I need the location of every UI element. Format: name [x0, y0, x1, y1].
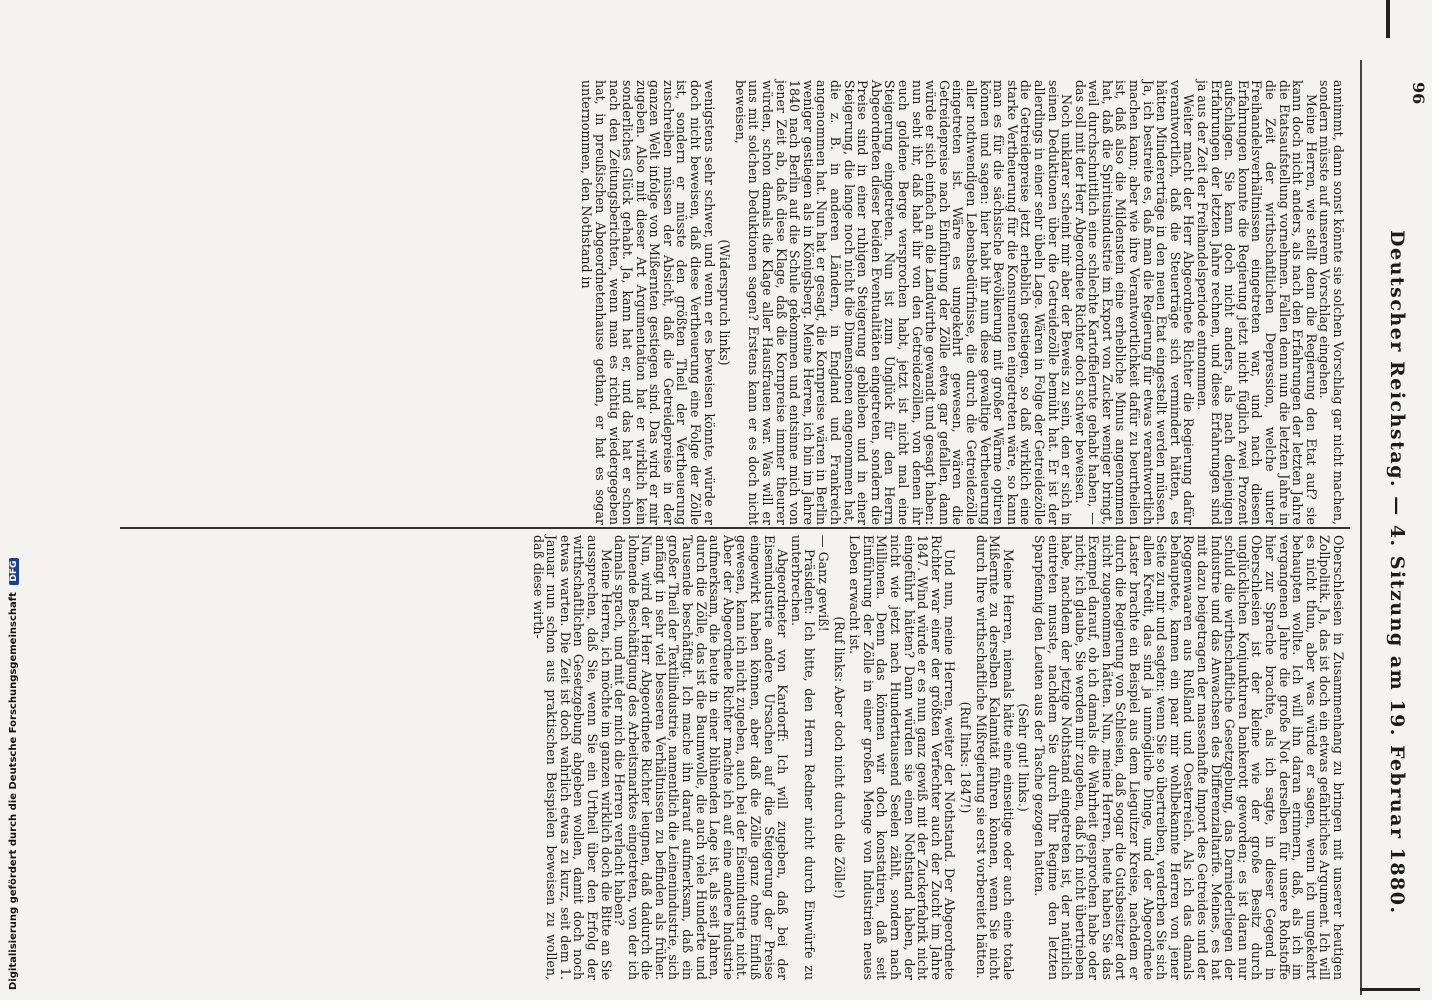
- right-paragraph: Meine Herren, ich möchte im ganzen wirklich doch die Bitte an Sie aussprechen, daß Sie, wenn Sie ein Urtheil über den Erfolg der wirthschaftlichen Gesetzgebung abgeben wollen, damit doch noch etwas warten. Die Zeit ist doch wahrlich etwas zu kurz, seit dem 1. Januar nun schon aus praktischen Beispielen beweisen zu wollen, daß diese wirth-: [530, 535, 614, 980]
- left-column: [115, 80, 1345, 525]
- left-paragraph: Weiter macht der Herr Abgeordnete Richter die Regierung dafür verantwortlich, daß die Steuerträge sich vermindert hätten, es hätten Mindererträge in den neuen Etat eingestellt werden müssen. Ja, ich bestreite es, daß man die Regierung für etwas verantwortlich machen kann; aber wie ihre Verantwortlichkeit dafür zu beurtheilen ist, daß also die Mildenstein eine erhebliche Minus angenommen hat, daß die Spiritusindustrie im Export von Zucker weniger bringt, weil durchschnittlich eine schlechte Kartoffelernte gehabt haben, — das soll mit der Herr Abgeordnete Richter doch schwer beweisen.: [1072, 80, 1197, 525]
- left-paragraph: annimmt, dann sonst könnte sie solchen Vorschlag gar nicht machen, sondern müsste auf unserem Vorschlag eingehen.: [1317, 80, 1346, 525]
- right-paragraph: Abgeordneter von Kardorff: Ich will zugeben, daß bei der Eisenindustrie andere Ursachen auf die Steigerung der Preise eingewirkt haben können, aber daß die Zölle ganz ohne Einfluß gewesen, kann ich nicht zugeben, auch bei der Eisenindustrie nicht. Aber der Abgeordnete Richter machte ich auf eine andere Industrie aufmerksam, die heute in einer blühenden Lage ist, als seit Jahren, durch die Zölle, das ist die Baumwolle, die auch viele Hunderte und Tausende beschäftigt. Ich mache ihn darauf aufmerksam, daß ein großer Theil der Textilindustrie, namentlich die Leinenindustrie, sich anfängt in sehr viel besseren Verhältnissen zu befinden als früher. Nun, wird der Herr Abgeordnete Richter leugnen, daß dadurch die lohnende Beschäftigung des Arbeitsmarktes eingetreten, von der ich damals sprach, und mit der mich die Herren verlacht haben?: [612, 535, 791, 980]
- header-rule: [1360, 60, 1362, 995]
- digitalisation-text: Digitalisierung gefördert durch die Deutsche Forschungsgemeinschaft: [8, 592, 19, 990]
- page-number: 96: [1409, 82, 1428, 105]
- right-column: [115, 535, 1345, 980]
- digitalisation-credit: [8, 558, 19, 990]
- right-paragraph: Meine Herren, niemals hätte eine einseitige oder auch eine totale Mißernte zu derselben Kalamität führen können, wenn Sie nicht durch Ihre wirthschaftliche Mißregierung sie erst vorbereitet hätten.: [973, 535, 1016, 980]
- left-paragraph: Meine Herren, wie stellt denn die Regierung den Etat auf? sie kann doch nicht anders, als nach den Erfahrungen der letzten Jahre die Etatsaufstellung vornehmen. Fallen denn nun die letzten Jahre in die Zeit der wirthschaftlichen Depression, welche unter Freihandelsverhältnissen eingetreten war, und nach diesen Erfahrungen konnte die Regierung jetzt nicht füglich zwei Prozent aufschlagen. Sie kann doch nicht anders, als nach denjenigen Erfahrungen der letzten Jahre rechnen, und diese Erfahrungen sind ja aus der Zeit der Freihandelsperiode entnommen.: [1195, 80, 1319, 525]
- right-paragraph: Und nun, meine Herren, weiter der Nothstand. Der Abgeordnete Richter war einer der größten Verfechter auch der Zucht im Jahre 1847. Wind würde er es nun ganz gewiß mit der Zuckerfabrik nicht eingeführt hätten? Dann würden sie einen Nothstand haben, der nicht wie jetzt nach Hunderttausend Seelen zählt, sondern nach Millionen. Denn das können wir doch konstatiren, daß seit Einführung der Zölle in einer großen Menge von Industrien neues Leben erwacht ist.: [847, 535, 958, 980]
- scan-edge-mark: [1386, 0, 1390, 38]
- right-paragraph: Präsident: Ich bitte, den Herrn Redner nicht durch Einwürfe zu unterbrechen.: [788, 535, 818, 980]
- right-paragraph: — Ganz gewiß!: [816, 535, 832, 632]
- left-paragraph-tail: wenigstens sehr schwer, und wenn er es beweisen könnte, würde er doch nicht beweisen, daß diese Vertheuerung eine Folge der Zölle ist, sondern er müsste den größten Theil der Vertheuerung zuschreiben müssen der Absicht, daß die Getreidepreise in der ganzen Welt infolge von Mißernten gestiegen sind. Das wird er mir zugeben. Also mit dieser Art Argumentation hat er wirklich kein sonderliches Glück gehabt. Ja, kann hat er, und das hat er schon nach den Zeitungsberichten, wenn man es richtig wiedergegeben hat, in preußischen Abgeordnetenhause gethan, er hat es sogar unternommen, den Nothstand in: [579, 80, 717, 525]
- right-aside: (Ruf links: Aber doch nicht durch die Zölle!): [831, 616, 847, 899]
- right-aside: (Ruf links: 1847!): [957, 701, 973, 814]
- scan-edge-mark: [1360, 988, 1420, 991]
- right-paragraph: Oberschlesien in Zusammenhang zu bringen mit unserer heutigen Zollpolitik. Ja, das ist doch ein etwas gefährliches Argument. Ich will es nicht thun, aber was würde er sagen, wenn ich umgekehrt behaupten wollte. Ich will ihn daran erinnern, daß, als ich im vergangenen Jahre die große Not derselben für unsere Rohstoffe hier zur Sprache brachte, als ich sagte, in dieser Gegend in Oberschlesien ist der kleine wie der große Besitz durch unglücklichen Konjunkturen bankerott geworden; es ist daran nur schuld die wirthschaftliche Gesetzgebung, das Darniederliegen der Industrie und das Anwachsen des Differenzialtarife. Meines, es hat mit dazu beigetragen der massenhafte Import des Getreides und der Roggenwaaren aus Rußland und Oesterreich. Als ich das damals behauptete, kamen ein paar mir wohlbekannte Herren von jener Seite zu mir und sagten: wenn Sie so übertreiben, verderben Sie sich allen Kredit, das sind ja unmögliche Dinge, und der Abgeordnete Laster brachte ein Beispiel aus dem Lieguitzer Kreise, nachdem er durch die Regierung von Schlesien, daß sogar die Gutsbesitzer dort nicht zugenommen hätten. Nun, meine Herren, heute haben Sie das Exempel darauf, ob ich damals die Wahrheit gesprochen habe oder nicht; ich glaube, Sie werden mir zugeben, daß ich nicht übertrieben habe, nachdem der jetzige Nothstand eingetreten ist, der natürlich eintreten musste, nachdem Sie durch Ihr Regime den letzten Sparpfennig den Leuten aus der Tasche gezogen hatten.: [1031, 535, 1346, 980]
- column-divider: [120, 527, 1350, 529]
- dfg-logo: DFG: [9, 558, 19, 585]
- right-aside: (Sehr gut! links.): [1016, 703, 1032, 812]
- running-title: Deutscher Reichstag. — 4. Sitzung am 19. Februar 1880.: [1386, 230, 1408, 915]
- left-aside: (Widerspruch links): [717, 239, 733, 366]
- left-paragraph: Noch unklarer scheint mir aber der Beweis zu sein, den er sich in seinen Deduktionen über die Getreidezölle bemüht hat. Er ist der allerdings in einer sehr übeln Lage. Wären in Folge der Getreidezölle die Getreidepreise jetzt erheblich gestiegen, so daß wirklich eine starke Vertheuerung für die Konsumenten eingetreten wäre, so kann man es für die sächsische Bevölkerung mit großer Wärme optiren können und sagen: hier habt ihr nun diese gewaltige Vertheuerung aller nothwendigen Lebensbedürfnisse, die durch die Getreidezölle eingetreten ist. Wäre es umgekehrt gewesen, wären die Getreidepreise nach Einführung der Zölle etwa gar gefallen, dann würde er sich einfach an die Landwirthe gewandt und gesagt haben: nun seht ihr, daß habt ihr von den Getreidezöllen, von denen ihr euch goldene Berge versprochen habt, jetzt ist nicht mal eine Steigerung eingetreten. Nun ist zum Unglück für den Herrn Abgeordneten dieser beiden Eventualitäten eingetreten, sondern die Preise sind in einer ruhigen Steigerung geblieben und in einer Steigerung, die lange noch nicht die Dimensionen angenommen hat, die z. B. in anderen Ländern, in England und Frankreich angenommen hat. Nun hat er gesagt, die Kornpreise wären in Berlin weniger gestiegen als in Königsberg. Meine Herren, ich bin im Jahre 1840 nach Berlin auf die Schule gekommen und entsinne mich von jener Zeit ab, daß diese Klage, daß die Kornpreise immer theurer würden, schon damals die Klage aller Hausfrauen war. Was will er uns mit solchen Deduktionen sagen? Erstens kann er es doch nicht beweisen,: [732, 80, 1075, 525]
